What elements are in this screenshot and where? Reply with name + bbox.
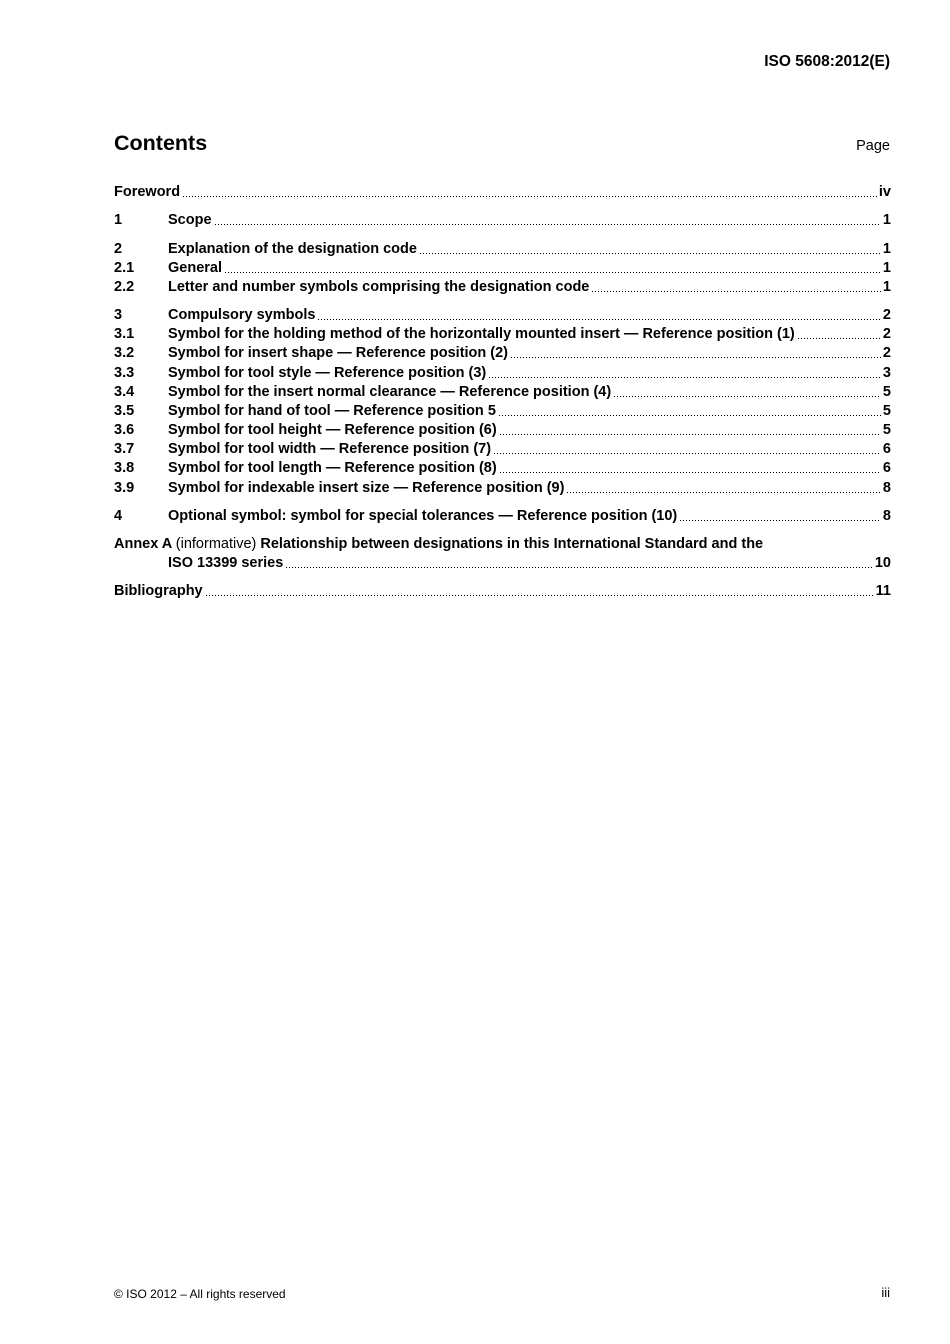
toc-title: Symbol for insert shape — Reference position (2): [168, 345, 509, 361]
toc-title: Explanation of the designation code: [168, 241, 417, 257]
toc-entry-1[interactable]: [114, 211, 891, 229]
toc-number: 3.3: [114, 365, 135, 381]
dot-leader: [488, 377, 881, 378]
toc-number: 3.6: [114, 422, 135, 438]
toc-number: 3.5: [114, 403, 135, 419]
toc-page: iv: [878, 184, 891, 200]
toc-page: 3: [882, 365, 891, 381]
toc-page: 6: [882, 460, 891, 476]
dot-leader: [224, 272, 881, 273]
toc-entry-3-1[interactable]: [114, 325, 891, 343]
toc-number: 3.8: [114, 460, 135, 476]
dot-leader: [493, 453, 881, 454]
toc-entry-3-4[interactable]: [114, 383, 891, 401]
toc-number: 4: [114, 508, 123, 524]
toc-page: 5: [882, 384, 891, 400]
dot-leader: [510, 357, 881, 358]
toc-number: 3.1: [114, 326, 135, 342]
toc-entry-3[interactable]: [114, 306, 891, 324]
dot-leader: [285, 567, 873, 568]
dot-leader: [499, 472, 881, 473]
dot-leader: [499, 434, 881, 435]
toc-title: Symbol for the holding method of the horizontally mounted insert — Reference position (1): [168, 326, 795, 342]
toc-page: 6: [882, 441, 891, 457]
toc-entry-3-7[interactable]: [114, 440, 891, 458]
toc-page: 1: [882, 241, 891, 257]
toc-page: 2: [882, 307, 891, 323]
toc-page: 5: [882, 422, 891, 438]
page-column-label: Page: [856, 138, 890, 154]
annex-title-line1: Relationship between designations in this International Standard and the: [260, 536, 764, 552]
annex-label: Annex A: [114, 536, 172, 552]
toc-page: 2: [882, 326, 891, 342]
dot-leader: [566, 492, 880, 493]
toc-page: 1: [882, 212, 891, 228]
toc-entry-annex-a-continued[interactable]: [114, 554, 891, 572]
toc-title: Symbol for the insert normal clearance — Reference position (4): [168, 384, 612, 400]
contents-heading: Contents: [114, 131, 208, 155]
toc-title: General: [168, 260, 222, 276]
toc-page: 11: [875, 583, 891, 599]
toc-number: 3.2: [114, 345, 135, 361]
toc-title: Scope: [168, 212, 212, 228]
dot-leader: [591, 291, 881, 292]
toc-number: 3.4: [114, 384, 135, 400]
toc-page: 1: [882, 279, 891, 295]
page-number: iii: [881, 1285, 890, 1300]
dot-leader: [182, 196, 877, 197]
toc-entry-3-3[interactable]: [114, 364, 891, 382]
toc-entry-3-8[interactable]: [114, 459, 891, 477]
toc-number: 1: [114, 212, 123, 228]
toc-number: 2.2: [114, 279, 135, 295]
toc-entry-2-2[interactable]: [114, 278, 891, 296]
dot-leader: [205, 595, 874, 596]
toc-page: 10: [874, 555, 891, 571]
toc-title: Optional symbol: symbol for special tolerances — Reference position (10): [168, 508, 678, 524]
annex-title-line2: ISO 13399 series: [168, 555, 284, 571]
toc-entry-2[interactable]: [114, 240, 891, 258]
toc-page: 8: [882, 480, 891, 496]
toc-number: 2: [114, 241, 123, 257]
toc-page: 5: [882, 403, 891, 419]
toc-page: 2: [882, 345, 891, 361]
dot-leader: [317, 319, 880, 320]
dot-leader: [797, 338, 881, 339]
toc-title: Symbol for hand of tool — Reference position 5: [168, 403, 496, 419]
annex-type: (informative): [175, 536, 257, 552]
toc-title: Symbol for tool length — Reference position (8): [168, 460, 497, 476]
dot-leader: [679, 520, 881, 521]
document-id: ISO 5608:2012(E): [764, 53, 890, 70]
toc-entry-4[interactable]: [114, 507, 891, 525]
toc-entry-3-2[interactable]: [114, 344, 891, 362]
toc-title: Compulsory symbols: [168, 307, 316, 323]
dot-leader: [613, 396, 881, 397]
toc-title: Bibliography: [114, 583, 203, 599]
dot-leader: [498, 415, 881, 416]
dot-leader: [419, 253, 881, 254]
dot-leader: [214, 224, 881, 225]
toc-title: Symbol for tool width — Reference position (7): [168, 441, 492, 457]
toc-title: Foreword: [114, 184, 181, 200]
toc-entry-3-9[interactable]: [114, 479, 891, 497]
toc-entry-bibliography[interactable]: [114, 582, 891, 600]
toc-entry-3-5[interactable]: [114, 402, 891, 420]
toc-page: 1: [882, 260, 891, 276]
toc-number: 3: [114, 307, 123, 323]
toc-number: 3.9: [114, 480, 135, 496]
toc-page: 8: [882, 508, 891, 524]
toc-entry-3-6[interactable]: [114, 421, 891, 439]
copyright-notice: © ISO 2012 – All rights reserved: [114, 1287, 286, 1301]
toc-entry-foreword[interactable]: [114, 183, 891, 201]
toc-title: Symbol for tool style — Reference position (3): [168, 365, 487, 381]
toc-number: 2.1: [114, 260, 135, 276]
toc-entry-annex-a[interactable]: [114, 535, 891, 553]
toc-title: Symbol for tool height — Reference position (6): [168, 422, 497, 438]
toc-title: Letter and number symbols comprising the designation code: [168, 279, 590, 295]
toc-entry-2-1[interactable]: [114, 259, 891, 277]
toc-title: Symbol for indexable insert size — Reference position (9): [168, 480, 565, 496]
toc-number: 3.7: [114, 441, 135, 457]
